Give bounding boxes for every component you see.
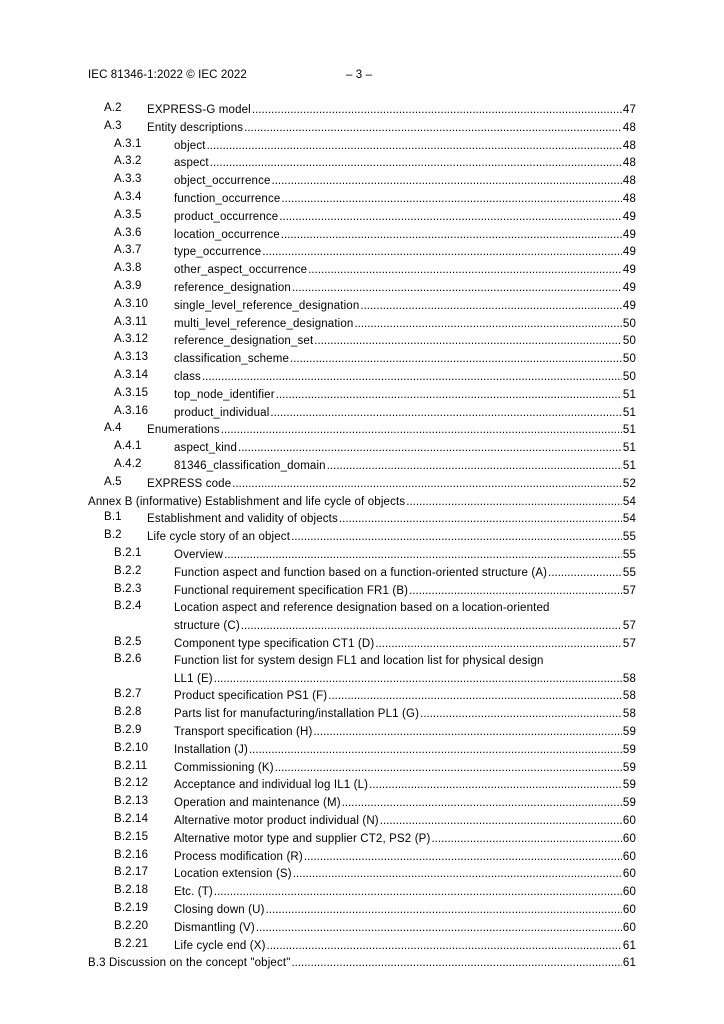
toc-entry-title: B.3 Discussion on the concept "object" <box>88 957 291 970</box>
toc-entry-body <box>174 458 636 475</box>
document-header-id: IEC 81346-1:2022 © IEC 2022 <box>88 69 247 81</box>
toc-entry[interactable] <box>0 741 724 759</box>
toc-entry-body <box>174 547 636 564</box>
toc-entry-title: Alternative motor product individual (N) <box>174 815 379 828</box>
toc-entry-page: 60 <box>622 886 636 899</box>
dot-leader <box>290 351 622 368</box>
toc-entry-body <box>174 405 636 422</box>
toc-entry-number: A.3.12 <box>114 333 149 346</box>
toc-entry-page: 50 <box>622 317 636 330</box>
toc-entry-number: B.1 <box>104 511 122 524</box>
dot-leader <box>291 529 622 546</box>
toc-entry-number: A.5 <box>104 475 122 488</box>
toc-entry-page: 48 <box>622 139 636 152</box>
toc-entry-number: B.2.16 <box>114 848 149 861</box>
toc-entry-body <box>174 280 636 297</box>
dot-leader <box>314 333 622 350</box>
toc-entry-title: Location extension (S) <box>174 868 292 881</box>
toc-entry-page: 48 <box>622 175 636 188</box>
toc-entry-page: 60 <box>622 832 636 845</box>
toc-entry-number: A.3.9 <box>114 279 142 292</box>
toc-entry-page: 50 <box>622 335 636 348</box>
toc-entry-body <box>174 191 636 208</box>
toc-entry-body <box>174 173 636 190</box>
toc-entry-number: A.3.6 <box>114 226 142 239</box>
dot-leader <box>244 120 622 137</box>
toc-entry-number: B.2.11 <box>114 759 148 772</box>
dot-leader <box>281 191 621 208</box>
dot-leader <box>548 565 622 582</box>
toc-entry-number: B.2.18 <box>114 884 149 897</box>
toc-entry-body <box>174 742 636 759</box>
toc-entry[interactable] <box>0 226 724 244</box>
toc-entry-page: 48 <box>622 157 636 170</box>
toc-entry-title: class <box>174 370 201 383</box>
toc-entry-number: A.3 <box>104 119 122 132</box>
dot-leader <box>431 831 621 848</box>
toc-entry[interactable] <box>0 172 724 190</box>
toc-entry-number: A.3.13 <box>114 351 149 364</box>
toc-entry-number: B.2.6 <box>114 653 142 666</box>
toc-entry-body <box>174 244 636 261</box>
dot-leader <box>354 316 621 333</box>
toc-entry-number: B.2.21 <box>114 937 149 950</box>
toc-entry-number: B.2.5 <box>114 635 142 648</box>
toc-entry-body <box>174 849 636 866</box>
toc-entry[interactable] <box>0 865 724 883</box>
toc-entry-number: B.2.15 <box>114 830 149 843</box>
dot-leader <box>328 688 622 705</box>
toc-entry-title: Component type specification CT1 (D) <box>174 637 375 650</box>
toc-entry-body <box>174 316 636 333</box>
toc-entry[interactable] <box>0 919 724 937</box>
toc-entry-page: 49 <box>622 228 636 241</box>
toc-entry-body <box>174 884 636 901</box>
dot-leader <box>304 849 622 866</box>
toc-entry-page: 47 <box>622 104 636 116</box>
table-of-contents <box>0 101 724 972</box>
dot-leader <box>293 866 622 883</box>
toc-entry-body <box>174 831 636 848</box>
toc-entry-title: Overview <box>174 548 224 561</box>
toc-entry[interactable] <box>0 493 724 511</box>
toc-entry-title-line1: Location aspect and reference designation based on a location-oriented <box>174 602 550 615</box>
dot-leader <box>327 458 622 475</box>
toc-entry-title: product_occurrence <box>174 210 279 223</box>
toc-entry-body <box>174 653 636 687</box>
dot-leader <box>409 583 622 600</box>
toc-entry-body <box>174 706 636 723</box>
dot-leader <box>214 671 622 688</box>
dot-leader <box>238 440 622 457</box>
toc-entry-title: classification_scheme <box>174 353 290 366</box>
toc-entry-number: B.2.4 <box>114 600 142 613</box>
toc-entry-body <box>147 511 636 528</box>
toc-entry[interactable] <box>0 190 724 208</box>
dot-leader <box>291 955 621 972</box>
dot-leader <box>270 405 622 422</box>
toc-entry-page: 61 <box>622 957 636 970</box>
toc-entry-number: A.3.4 <box>114 190 142 203</box>
toc-entry-title: object <box>174 139 206 152</box>
toc-entry-number: A.3.7 <box>114 244 142 257</box>
dot-leader <box>202 369 622 386</box>
toc-entry-title: Entity descriptions <box>147 121 244 134</box>
toc-entry-body <box>174 688 636 705</box>
toc-entry-body <box>174 298 636 315</box>
toc-entry-number: B.2.14 <box>114 813 149 826</box>
toc-entry-title: Functional requirement specification FR1 (B) <box>174 584 409 597</box>
toc-entry-number: A.4.2 <box>114 457 142 470</box>
toc-entry-number: A.3.16 <box>114 404 149 417</box>
toc-entry-page: 48 <box>622 192 636 205</box>
toc-entry-number: B.2.12 <box>114 777 149 790</box>
toc-entry[interactable] <box>0 794 724 812</box>
toc-entry-page: 59 <box>622 726 636 739</box>
toc-entry-body <box>174 760 636 777</box>
toc-entry[interactable] <box>0 776 724 794</box>
toc-entry-page: 60 <box>622 868 636 881</box>
toc-entry-number: B.2.2 <box>114 564 142 577</box>
toc-entry-page: 57 <box>622 619 636 632</box>
toc-entry-page: 49 <box>622 210 636 223</box>
toc-entry-page: 61 <box>622 939 636 952</box>
toc-entry-number: B.2.20 <box>114 919 149 932</box>
dot-leader <box>406 494 622 511</box>
toc-entry-page: 55 <box>622 566 636 579</box>
toc-entry-body <box>147 476 636 493</box>
toc-entry-page: 55 <box>622 531 636 544</box>
toc-entry-page: 54 <box>622 495 636 508</box>
toc-entry-body <box>174 813 636 830</box>
toc-entry[interactable] <box>0 243 724 261</box>
toc-entry-page: 50 <box>622 353 636 366</box>
toc-entry-title: multi_level_reference_designation <box>174 317 354 330</box>
toc-entry-number: B.2.19 <box>114 902 149 915</box>
dot-leader <box>266 902 622 919</box>
dot-leader <box>207 138 622 155</box>
toc-entry-number: A.3.15 <box>114 386 149 399</box>
toc-entry-title: Commissioning (K) <box>174 761 274 774</box>
toc-entry-title: single_level_reference_designation <box>174 299 360 312</box>
toc-entry-body <box>174 565 636 582</box>
toc-entry-title: Life cycle story of an object <box>147 531 291 544</box>
toc-entry-title: structure (C) <box>174 619 240 632</box>
toc-entry-page: 59 <box>622 779 636 792</box>
toc-entry-number: B.2.17 <box>114 866 149 879</box>
toc-entry[interactable] <box>0 652 724 687</box>
toc-entry-number: A.3.8 <box>114 262 142 275</box>
toc-entry-body <box>174 795 636 812</box>
toc-entry-title: Acceptance and individual log IL1 (L) <box>174 779 369 792</box>
dot-leader <box>313 724 621 741</box>
toc-entry[interactable] <box>0 332 724 350</box>
toc-entry[interactable] <box>0 279 724 297</box>
toc-entry-title: Transport specification (H) <box>174 726 313 739</box>
toc-entry-body <box>174 902 636 919</box>
toc-entry[interactable] <box>0 368 724 386</box>
toc-entry-page: 51 <box>622 424 636 437</box>
toc-entry-title: aspect <box>174 157 209 170</box>
toc-entry[interactable] <box>0 386 724 404</box>
toc-entry-title: Parts list for manufacturing/installation PL1 (G) <box>174 708 420 721</box>
toc-entry[interactable] <box>0 635 724 653</box>
toc-entry[interactable] <box>0 759 724 777</box>
toc-entry-page: 51 <box>622 406 636 419</box>
toc-entry-title: Function aspect and function based on a function-oriented structure (A) <box>174 566 548 579</box>
dot-leader <box>276 387 622 404</box>
toc-entry-page: 58 <box>622 690 636 703</box>
toc-entry-body <box>174 227 636 244</box>
toc-entry-number: A.3.2 <box>114 155 142 168</box>
toc-entry[interactable] <box>0 475 724 493</box>
toc-entry-page: 59 <box>622 761 636 774</box>
toc-entry[interactable] <box>0 599 724 634</box>
toc-entry-page: 51 <box>622 388 636 401</box>
dot-leader <box>232 476 622 493</box>
toc-entry-page: 60 <box>622 815 636 828</box>
toc-entry-title: Installation (J) <box>174 743 248 756</box>
toc-entry-number: B.2.1 <box>114 546 142 559</box>
toc-entry-page: 52 <box>622 477 636 490</box>
dot-leader <box>342 795 622 812</box>
toc-entry-page: 55 <box>622 548 636 561</box>
toc-entry-title: reference_designation <box>174 281 291 294</box>
toc-entry[interactable] <box>0 830 724 848</box>
toc-entry[interactable] <box>0 421 724 439</box>
toc-entry-body <box>174 777 636 794</box>
toc-entry[interactable] <box>0 510 724 528</box>
toc-entry[interactable] <box>0 812 724 830</box>
toc-entry-title: Closing down (U) <box>174 904 265 917</box>
toc-entry-title: Etc. (T) <box>174 886 213 899</box>
toc-entry-title: Dismantling (V) <box>174 921 255 934</box>
toc-entry[interactable] <box>0 404 724 422</box>
dot-leader <box>221 422 622 439</box>
toc-entry-number: B.2.13 <box>114 795 149 808</box>
toc-entry-number: B.2.8 <box>114 706 142 719</box>
dot-leader <box>262 244 622 261</box>
toc-entry-page: 51 <box>622 459 636 472</box>
toc-entry-title: EXPRESS code <box>147 477 232 490</box>
toc-entry-body <box>174 387 636 404</box>
dot-leader <box>249 742 622 759</box>
toc-entry[interactable] <box>0 528 724 546</box>
toc-entry-title: product_individual <box>174 406 270 419</box>
toc-entry-title: Enumerations <box>147 424 220 437</box>
toc-entry-page: 49 <box>622 264 636 277</box>
dot-leader <box>252 102 622 119</box>
dot-leader <box>308 262 622 279</box>
toc-entry[interactable] <box>0 582 724 600</box>
dot-leader <box>275 760 622 777</box>
toc-entry-body <box>174 866 636 883</box>
toc-entry[interactable] <box>0 261 724 279</box>
toc-entry-body <box>174 155 636 172</box>
toc-entry-page: 57 <box>622 584 636 597</box>
toc-entry[interactable] <box>0 883 724 901</box>
toc-entry[interactable] <box>0 937 724 955</box>
toc-entry[interactable] <box>0 723 724 741</box>
dot-leader <box>420 706 622 723</box>
toc-entry-title: Process modification (R) <box>174 850 303 863</box>
toc-entry-title: Alternative motor type and supplier CT2, PS2 (P) <box>174 832 431 845</box>
toc-entry-title: Operation and maintenance (M) <box>174 797 341 810</box>
dot-leader <box>369 777 622 794</box>
toc-entry-page: 57 <box>622 637 636 650</box>
toc-entry-number: A.4 <box>104 422 122 435</box>
dot-leader <box>256 920 622 937</box>
dot-leader <box>380 813 622 830</box>
toc-entry-number: A.2 <box>104 102 122 114</box>
toc-entry-title: object_occurrence <box>174 175 271 188</box>
toc-entry-body <box>88 955 636 972</box>
toc-entry[interactable] <box>0 457 724 475</box>
dot-leader <box>375 636 622 653</box>
toc-entry-page: 60 <box>622 921 636 934</box>
toc-entry-body <box>174 209 636 226</box>
toc-entry-title: Annex B (informative) Establishment and life cycle of objects <box>88 495 406 508</box>
toc-entry-number: B.2.9 <box>114 724 142 737</box>
dot-leader <box>360 298 622 315</box>
page-number: – 3 – <box>346 69 373 81</box>
toc-entry-title: type_occurrence <box>174 246 262 259</box>
toc-entry-number: A.3.11 <box>114 315 148 328</box>
toc-entry-title: Establishment and validity of objects <box>147 513 338 526</box>
toc-entry-body <box>147 529 636 546</box>
toc-entry-number: A.4.1 <box>114 440 142 453</box>
toc-entry-title: 81346_classification_domain <box>174 459 326 472</box>
toc-entry[interactable] <box>0 954 724 972</box>
toc-entry-title: function_occurrence <box>174 192 281 205</box>
toc-entry-number: A.3.10 <box>114 297 149 310</box>
toc-entry-body <box>174 920 636 937</box>
toc-entry-body <box>147 102 636 119</box>
toc-entry-page: 49 <box>622 246 636 259</box>
toc-entry-title: location_occurrence <box>174 228 280 241</box>
toc-entry-body <box>174 938 636 955</box>
toc-entry-title: Product specification PS1 (F) <box>174 690 328 703</box>
toc-entry-body <box>174 351 636 368</box>
toc-entry-page: 59 <box>622 797 636 810</box>
toc-entry[interactable] <box>0 901 724 919</box>
toc-entry[interactable] <box>0 154 724 172</box>
toc-entry[interactable] <box>0 564 724 582</box>
toc-entry[interactable] <box>0 208 724 226</box>
toc-entry-body <box>88 494 636 511</box>
toc-entry-body <box>174 138 636 155</box>
toc-entry[interactable] <box>0 848 724 866</box>
toc-entry[interactable] <box>0 705 724 723</box>
toc-entry[interactable] <box>0 546 724 564</box>
toc-entry-body <box>147 120 636 137</box>
toc-entry-number: A.3.14 <box>114 368 149 381</box>
toc-entry-body <box>174 369 636 386</box>
toc-entry-number: B.2.3 <box>114 582 142 595</box>
toc-entry-body <box>174 636 636 653</box>
toc-entry[interactable] <box>0 119 724 137</box>
toc-entry-title-line1: Function list for system design FL1 and location list for physical design <box>174 655 544 668</box>
toc-entry[interactable] <box>0 315 724 333</box>
toc-entry[interactable] <box>0 439 724 457</box>
dot-leader <box>279 209 622 226</box>
toc-entry-page: 48 <box>622 121 636 134</box>
dot-leader <box>210 155 622 172</box>
dot-leader <box>267 938 622 955</box>
toc-entry-body <box>174 262 636 279</box>
toc-entry-title: reference_designation_set <box>174 335 314 348</box>
toc-entry-page: 58 <box>622 708 636 721</box>
toc-entry-body <box>174 600 636 634</box>
toc-entry-body <box>174 583 636 600</box>
toc-entry-title: EXPRESS-G model <box>147 104 251 116</box>
dot-leader <box>339 511 622 528</box>
toc-entry-page: 59 <box>622 743 636 756</box>
toc-entry[interactable] <box>0 350 724 368</box>
dot-leader <box>292 280 622 297</box>
dot-leader <box>281 227 622 244</box>
toc-entry-body <box>174 333 636 350</box>
toc-entry-page: 54 <box>622 513 636 526</box>
toc-entry-page: 50 <box>622 370 636 383</box>
toc-entry-page: 51 <box>622 442 636 455</box>
toc-entry[interactable] <box>0 101 724 119</box>
toc-entry-page: 58 <box>622 672 636 685</box>
toc-entry-title: aspect_kind <box>174 442 238 455</box>
dot-leader <box>224 547 622 564</box>
toc-entry-title: other_aspect_occurrence <box>174 264 308 277</box>
toc-entry-page: 49 <box>622 281 636 294</box>
dot-leader <box>214 884 622 901</box>
toc-entry-number: A.3.1 <box>114 137 142 150</box>
toc-entry-page: 60 <box>622 904 636 917</box>
toc-entry-number: B.2 <box>104 529 122 542</box>
dot-leader <box>241 618 622 635</box>
toc-entry-body <box>174 724 636 741</box>
toc-entry[interactable] <box>0 687 724 705</box>
dot-leader <box>272 173 622 190</box>
toc-entry-title: Life cycle end (X) <box>174 939 266 952</box>
toc-entry-title: LL1 (E) <box>174 672 213 685</box>
toc-entry-number: B.2.7 <box>114 688 142 701</box>
toc-entry[interactable] <box>0 297 724 315</box>
toc-entry-page: 49 <box>622 299 636 312</box>
toc-entry-body <box>174 440 636 457</box>
toc-entry[interactable] <box>0 137 724 155</box>
toc-entry-number: B.2.10 <box>114 741 149 754</box>
toc-entry-title: top_node_identifier <box>174 388 275 401</box>
toc-entry-page: 60 <box>622 850 636 863</box>
toc-entry-number: A.3.5 <box>114 208 142 221</box>
toc-entry-body <box>147 422 636 439</box>
toc-entry-number: A.3.3 <box>114 173 142 186</box>
